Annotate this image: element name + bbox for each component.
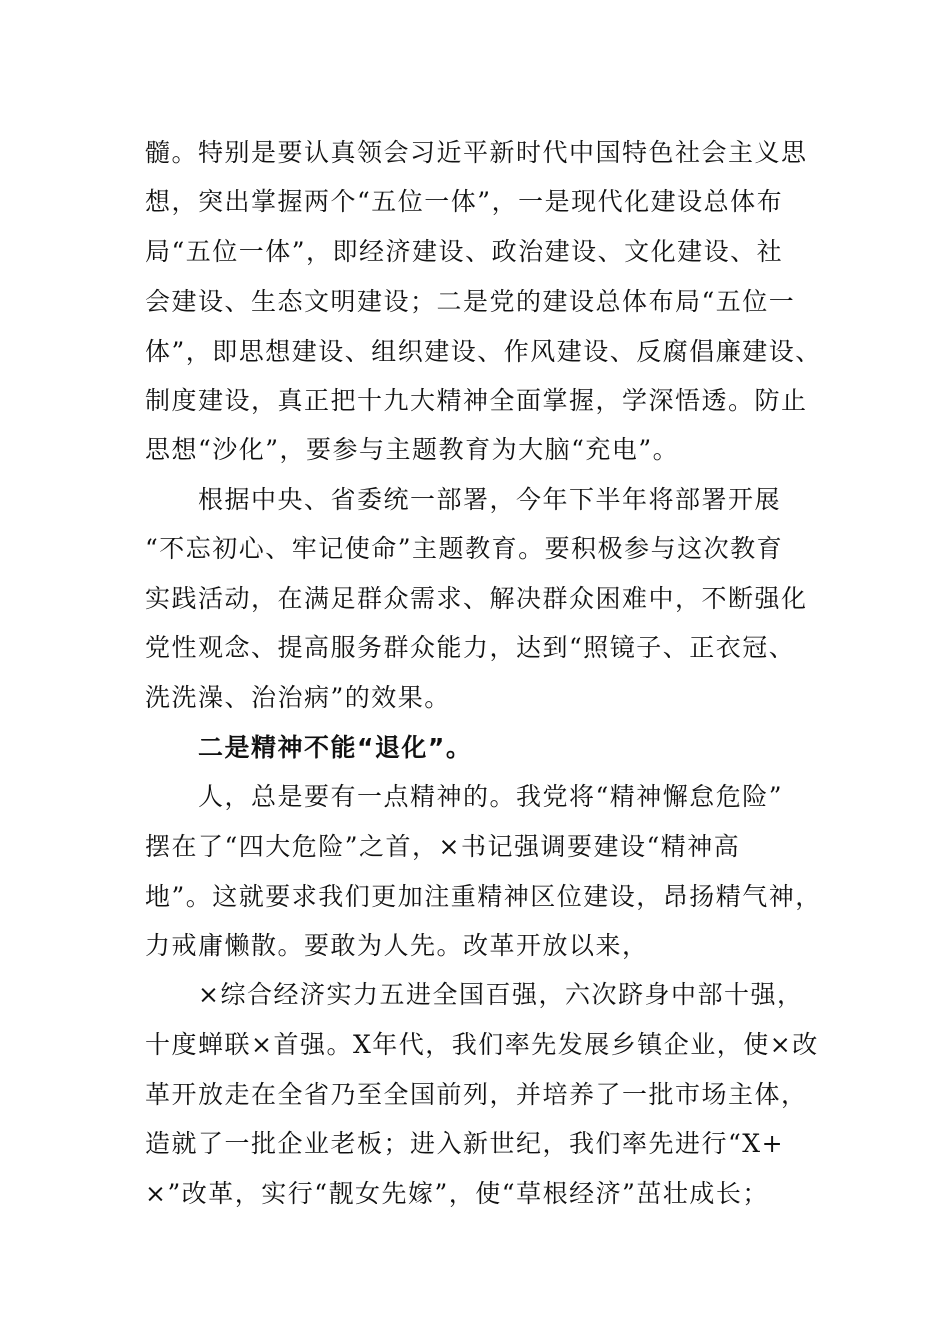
text-line: 会建设、生态文明建设；二是党的建设总体布局“五位一	[145, 287, 796, 316]
text-line: 体”，即思想建设、组织建设、作风建设、反腐倡廉建设、	[145, 337, 822, 366]
text-line: 局“五位一体”，即经济建设、政治建设、文化建设、社	[145, 237, 784, 266]
text-line: 想，突出掌握两个“五位一体”，一是现代化建设总体布	[145, 187, 784, 216]
text-line: 根据中央、省委统一部署，今年下半年将部署开展	[198, 485, 782, 514]
text-line: 地”。这就要求我们更加注重精神区位建设，昂扬精气神，	[145, 882, 822, 911]
text-line: 思想“沙化”，要参与主题教育为大脑“充电”。	[145, 435, 680, 464]
text-line: 洗洗澡、治治病”的效果。	[145, 683, 451, 712]
section-heading: 二是精神不能“退化”。	[198, 733, 473, 762]
text-line: 人，总是要有一点精神的。我党将“精神懈怠危险”	[198, 782, 784, 811]
text-line: 制度建设，真正把十九大精神全面掌握，学深悟透。防止	[145, 386, 808, 415]
text-line: 革开放走在全省乃至全国前列，并培养了一批市场主体，	[145, 1080, 808, 1109]
text-line: 造就了一批企业老板；进入新世纪，我们率先进行“X+	[145, 1129, 785, 1158]
text-line: 党性观念、提高服务群众能力，达到“照镜子、正衣冠、	[145, 633, 796, 662]
text-line: 十度蝉联×首强。X年代，我们率先发展乡镇企业，使×改	[145, 1030, 819, 1059]
text-line: 髓。特别是要认真领会习近平新时代中国特色社会主义思	[145, 138, 808, 167]
text-line: 力戒庸懒散。要敢为人先。改革开放以来，	[145, 931, 649, 960]
text-line: ×综合经济实力五进全国百强，六次跻身中部十强，	[198, 980, 804, 1009]
text-line: “不忘初心、牢记使命”主题教育。要积极参与这次教育	[145, 534, 784, 563]
text-line: ×”改革，实行“靓女先嫁”，使“草根经济”茁壮成长；	[145, 1179, 769, 1208]
text-line: 摆在了“四大危险”之首，×书记强调要建设“精神高	[145, 832, 741, 861]
text-line: 实践活动，在满足群众需求、解决群众困难中，不断强化	[145, 584, 808, 613]
